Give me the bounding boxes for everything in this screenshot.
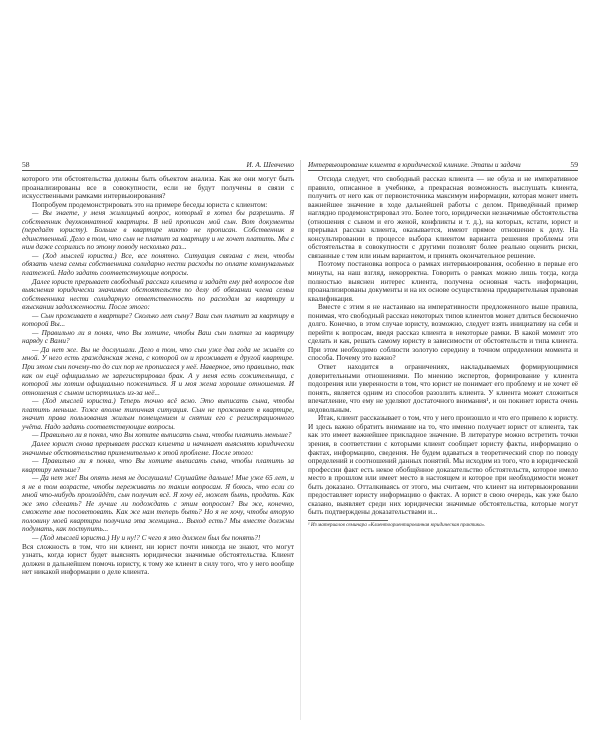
- right-page-number: 59: [570, 160, 578, 169]
- paragraph: — Да нет же! Вы опять меня не дослушали! Слушайте дальше! Мне уже 65 лет, и я не в том возрасте, чтобы переживать по таким вопросам. Я боюсь, что если со мной что-нибудь произойдёт, сын получит всё. Я хочу её, может быть, продать. Как же это сделать? Не лучше ли подождать с этим вопросом? Вы же, конечно, сможете мне посоветовать. Как же нам теперь быть? Но я не хочу, чтобы вторую половину моей квартиры получила эта женщина... Выход есть? Мы вместе должны подумать, как поступить...: [22, 474, 294, 534]
- right-running-head: [308, 160, 578, 171]
- paragraph: — (Ход мыслей юриста.) Ну и ну!? С чего я это должен был бы понять?!: [32, 533, 261, 542]
- left-running-head-text: И. А. Шевченко: [246, 161, 294, 169]
- paragraph: Вся сложность в том, что ни клиент, ни юрист почти никогда не знают, что могут узнать, когда юрист будет выяснять юридически значимые обстоятельства. Клиент должен в дальнейшем помочь юристу, к тому же клиент в силу того, что у него вообще нет никакой информации о деле клиента.: [22, 542, 294, 577]
- paragraph: Итак, клиент рассказывает о том, что у него произошло и что его привело к юристу. И здесь важно обратить внимание на то, что именно получает юрист от клиента, так как это имеет важнейшее прикладное значение. В литературе можно встретить точки зрения, в соответствии с которыми клиент сообщает юристу факты, информацию о фактах, информацию, сведения. Не будем вдаваться в теоретический спор по поводу определений и соотношений данных понятий. Мы исходим из того, что в юридической профессии факт есть некое обобщённое доказательство обстоятельств, которое имело место в прошлом или имеет место в настоящем и которое при необходимости может быть доказано. Отталкиваясь от этого, мы считаем, что клиент на интервьюировании предоставляет юристу информацию о фактах. А юрист в свою очередь, как уже было сказано, выявляет среди них юридически значимые обстоятельства, которые могут быть подтверждены доказательствами и...: [308, 414, 578, 517]
- paragraph: — Правильно ли я понял, что Вы хотите выписать сына, чтобы платить меньше?: [32, 431, 292, 440]
- footnote-rule: [308, 520, 388, 521]
- paragraph: Далее юрист снова прерывает рассказ клиента и начинает выяснять юридически значимые обстоятельства применительно к этой проблеме. После этого:: [22, 439, 294, 457]
- paragraph: Ответ находится в ограничениях, накладываемых формирующимися доверительными отношениями. По мнению экспертов, формирование у клиента подозрения или уверенности в том, что юрист не понимает его проблему и не хочет её понять, является одним из способов разозлить клиента. У клиента может сложиться впечатление, что ему не уделяют достаточного внимания¹, и он покинет юриста очень недовольным.: [308, 363, 578, 414]
- paragraph: Вместе с этим я не настаиваю на императивности предложенного выше правила, понимая, что свободный рассказ некоторых типов клиентов может длиться бесконечно долго. Конечно, в этом случае юристу, возможно, следует взять инициативу на себя и перейти к вопросам, введя рассказ клиента в некоторые рамки. В какой момент это сделать и как, решать самому юристу в зависимости от обстоятельств и типа клиента. При этом необходимо соблюсти золотую середину в точном определении момента и способа. Почему это важно?: [308, 303, 578, 363]
- paragraph: — Да нет же. Вы не дослушали. Дело в том, что сын уже два года не живёт со мной. У него есть гражданская жена, с которой он и проживает в другой квартире. При этом сын почему-то до сих пор не прописался у неё. Наверное, это правильно, так как он ещё официально не зарегистрировал брак. А у меня есть сожительница, с которой мы хотим официально пожениться. Я и моя жена хорошие отношения. И отношения с сыном испортились из-за неё...: [22, 345, 294, 397]
- paragraph: которого эти обстоятельства должны быть объектом анализа. Как же они могут быть проанализированы все в совокупности, если не будут получены в связи с искусственными рамками интервьюирования?: [22, 175, 294, 201]
- paragraph: Попробуем продемонстрировать это на примере беседы юриста с клиентом:: [32, 200, 268, 209]
- paragraph: — (Ход мыслей юриста.) Теперь точно всё ясно. Это выписать сына, чтобы платить меньше. Тоже вполне типичная ситуация. Сын не проживает в квартире, значит права пользования жилым помещением и снятии его с регистрационного учёта. Надо задать соответствующие вопросы.: [22, 397, 294, 431]
- footnote: ¹ Из материалов семинара «Клиентоориентированная юридическая практика».: [308, 521, 486, 528]
- left-running-head: [22, 160, 294, 171]
- paragraph: Поэтому постановка вопроса о рамках интервьюирования, особенно в первые его минуты, на наш взгляд, некорректна. Говорить о рамках можно лишь тогда, когда полностью выяснен интерес клиента, получена основная часть информации, проанализированы документы и на их основе осуществлена предварительная правовая квалификация.: [308, 260, 578, 303]
- paragraph: — Сын проживает в квартире? Сколько лет сыну? Ваш сын платит за квартиру в которой Вы...: [22, 311, 294, 329]
- paragraph: — Вы знаете, у меня жилищный вопрос, который я хотел бы разрешить. Я собственник двухкомнатной квартиры. В ней прописан мой сын. Вот документы (передаёт юристу). Больше в квартире никто не прописан. Собственник я единственный. Дело в том, что сын не платит за квартиру и не хочет платить. Мы с ним даже ссорились по этому поводу несколько раз...: [22, 209, 294, 252]
- left-page: [14, 160, 300, 720]
- paragraph: — (Ход мыслей юриста.) Все, все понятно. Ситуация связана с тем, чтобы обязать члена семьи собственника солидарно нести расходы по оплате коммунальных платежей. Надо задать соответствующие вопросы.: [22, 251, 294, 278]
- book-spread: [14, 160, 586, 720]
- paragraph: Далее юрист прерывает свободный рассказ клиента и задаёт ему ряд вопросов для выяснения юридически значимых обстоятельств по делу об обязании члена семьи собственника нести солидарную ответственность по расходам за квартиру и взыскании задолженности. После этого:: [22, 277, 294, 312]
- right-page: [300, 160, 586, 720]
- right-body-text: [308, 175, 578, 517]
- right-running-head-text: Интервьюирование клиента в юридической клинике. Этапы и задачи: [308, 161, 521, 169]
- paragraph: Отсюда следует, что свободный рассказ клиента — не обуза и не императивное правило, описанное в учебнике, а прекрасная возможность выслушать клиента, получить от него как от первоисточника максимум информации, которая может иметь важнейшее значение в ходе дальнейшей работы с делом. Приведённый пример наглядно продемонстрировал это. Более того, юридически незначимые обстоятельства (отношения с сыном и его женой, конфликты и т. д.), на которых, кстати, юрист и прерывал рассказ клиента, оказывается, имеют прямое отношение к делу. На консультировании в процессе выбора клиентом варианта решения проблемы эти обстоятельства в совокупности с другими позволят более реально оценить риски, связанные с тем или иным вариантом, и принять окончательное решение.: [308, 175, 578, 260]
- paragraph: — Правильно ли я понял, что Вы хотите выписать сына, чтобы платить за квартиру меньше?: [22, 457, 294, 474]
- left-body-text: [22, 175, 294, 577]
- paragraph: — Правильно ли я понял, что Вы хотите, чтобы Ваш сын платил за квартиру наряду с Вами?: [22, 328, 294, 346]
- left-page-number: 58: [22, 160, 30, 169]
